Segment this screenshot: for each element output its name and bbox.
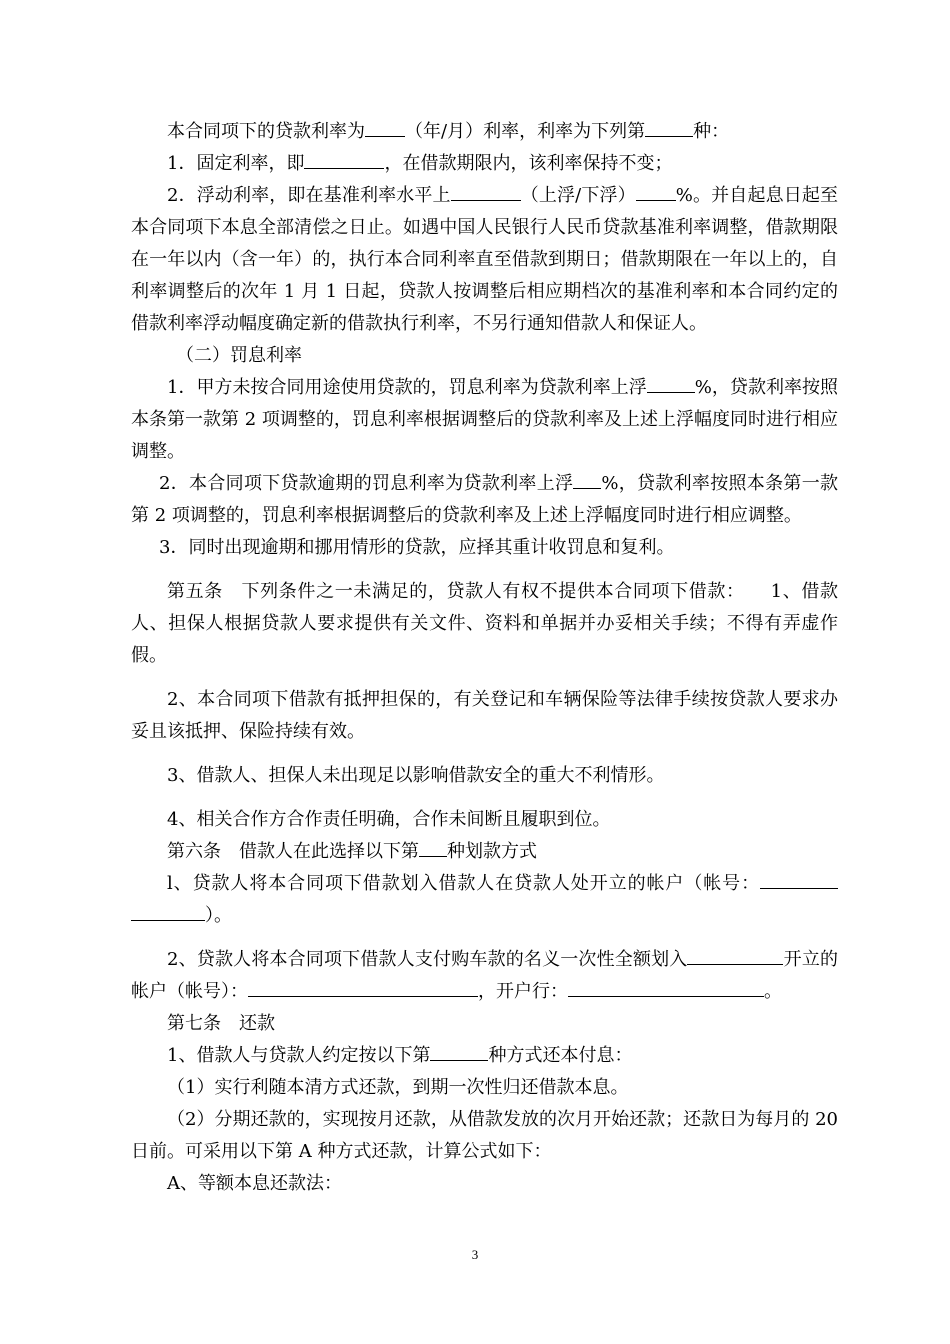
article-7-option-1: （1）实行利随本清方式还款，到期一次性归还借款本息。 bbox=[167, 1077, 629, 1098]
blank-field bbox=[573, 470, 601, 489]
article-7-heading: 第七条 还款 bbox=[167, 1013, 275, 1034]
section-heading-penalty-rate: （二）罚息利率 bbox=[176, 345, 302, 366]
blank-field bbox=[304, 150, 384, 169]
blank-field bbox=[687, 946, 783, 965]
blank-field bbox=[365, 118, 405, 137]
article-6-item-1: l、贷款人将本合同项下借款划入借款人在贷款人处开立的帐户（帐号：）。 bbox=[131, 868, 838, 932]
page-number: 3 bbox=[471, 1247, 479, 1262]
paragraph-fixed-rate: 1．固定利率，即 ，在借款期限内，该利率保持不变； bbox=[131, 148, 838, 180]
paragraph-floating-rate: 2．浮动利率，即在基准利率水平上 （上浮/下浮） %。并自起息日起至本合同项下本息全部清偿之日止。如遇中国人民银行人民币贷款基准利率调整，借款期限在一年以内（含一年）的，执行本合同利率直至借款到期日；借款期限在一年以上的，自利率调整后的次年 1 月 1 日起，贷款人按调整后相应期档次的基准利率和本合同约定的借款利率浮动幅度确定新的借款执行利率，不另行通知借款人和保证人。 bbox=[131, 180, 838, 340]
article-5: 第五条 下列条件之一未满足的，贷款人有权不提供本合同项下借款： 1、借款人、担保人根据贷款人要求提供有关文件、资料和单据并办妥相关手续；不得有弄虚作假。 bbox=[131, 581, 839, 666]
paragraph-interest-rate: 本合同项下的贷款利率为 （年/月）利率，利率为下列第 种： bbox=[131, 116, 838, 148]
article-5-item-4: 4、相关合作方合作责任明确，合作未间断且履职到位。 bbox=[167, 809, 611, 830]
blank-field bbox=[451, 182, 521, 201]
blank-field bbox=[568, 978, 764, 997]
blank-field bbox=[248, 978, 478, 997]
article-6-item-2: 2、贷款人将本合同项下借款人支付购车款的名义一次性全额划入 开立的帐户（帐号）： ，开户行： 。 bbox=[131, 944, 838, 1008]
blank-field bbox=[419, 838, 447, 857]
contract-body bbox=[131, 116, 838, 1200]
blank-field bbox=[645, 118, 693, 137]
article-7-method-a: A、等额本息还款法： bbox=[167, 1173, 342, 1194]
blank-field bbox=[636, 182, 676, 201]
paragraph-penalty-combined: 3．同时出现逾期和挪用情形的贷款，应择其重计收罚息和复利。 bbox=[159, 537, 675, 558]
blank-field bbox=[430, 1042, 488, 1061]
article-6: 第六条 借款人在此选择以下第 种划款方式 bbox=[131, 836, 838, 868]
article-5-item-3: 3、借款人、担保人未出现足以影响借款安全的重大不利情形。 bbox=[167, 765, 665, 786]
blank-field bbox=[647, 374, 695, 393]
blank-field bbox=[131, 902, 205, 921]
article-5-item-2: 2、本合同项下借款有抵押担保的，有关登记和车辆保险等法律手续按贷款人要求办妥且该抵押、保险持续有效。 bbox=[131, 689, 838, 742]
article-7-item-1: 1、借款人与贷款人约定按以下第 种方式还本付息： bbox=[131, 1040, 838, 1072]
paragraph-penalty-misuse: 1．甲方未按合同用途使用贷款的，罚息利率为贷款利率上浮 %，贷款利率按照本条第一款第 2 项调整的，罚息利率根据调整后的贷款利率及上述上浮幅度同时进行相应调整。 bbox=[131, 372, 838, 468]
blank-field bbox=[760, 870, 838, 889]
paragraph-penalty-overdue: 2．本合同项下贷款逾期的罚息利率为贷款利率上浮 %，贷款利率按照本条第一款第 2 项调整的，罚息利率根据调整后的贷款利率及上述上浮幅度同时进行相应调整。 bbox=[131, 468, 838, 532]
article-7-option-2: （2）分期还款的，实现按月还款，从借款发放的次月开始还款；还款日为每月的 20 日前。可采用以下第 A 种方式还款，计算公式如下： bbox=[131, 1109, 838, 1162]
